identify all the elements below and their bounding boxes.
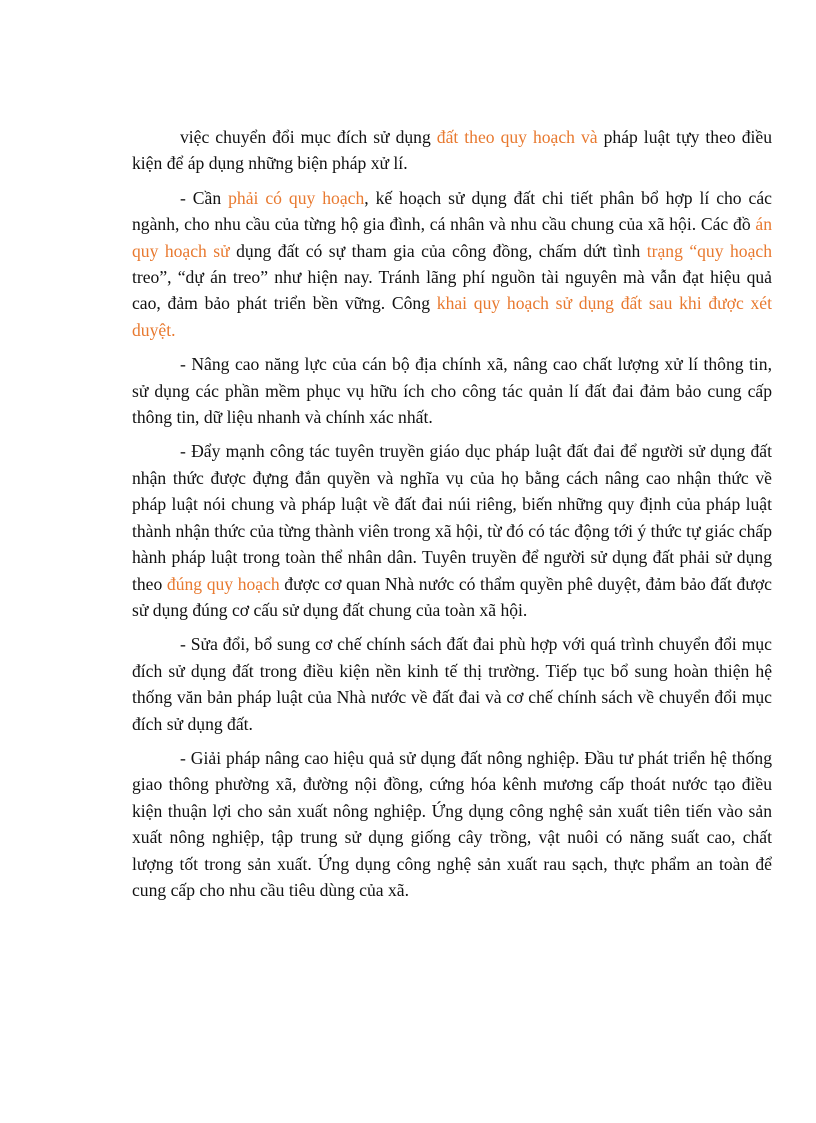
text-run: - Đẩy mạnh công tác tuyên truyền giáo dục pháp luật đất đai để người sử dụng đất nhận thức được đựng đắn quyền và nghĩa vụ của họ bằng cách nâng cao nhận thức về pháp luật nói chung và pháp luật về đất đai núi riêng, biến những quy định của pháp luật thành nhận thức của từng thành viên trong xã hội, từ đó có tác động tới ý thức tự giác chấp hành pháp luật trong toàn thể nhân dân. Tuyên truyền để người sử dụng đất phải sử dụng theo [132,441,772,594]
text-run: treo”, “dự án treo” như hiện nay. Tránh lãng phí nguồn tài nguyên mà vẫn đạt hiệu quả cao, đảm bảo phát triển bền vững. Công [132,267,772,314]
text-run: - Sửa đổi, bổ sung cơ chế chính sách đất đai phù hợp với quá trình chuyển đổi mục đích sử dụng đất trong điều kiện nền kinh tế thị trường. Tiếp tục bổ sung hoàn thiện hệ thống văn bản pháp luật của Nhà nước về đất đai và cơ chế chính sách về chuyển đổi mục đích sử dụng đất. [132,634,772,734]
paragraph-land-use-change [132,124,772,177]
text-run: việc chuyển đổi mục đích sử dụng [180,127,437,147]
text-run: dụng đất có sự tham gia của công đồng, chấm dứt tình [229,240,647,261]
paragraph-legal-education [132,438,772,623]
text-run: - Giải pháp nâng cao hiệu quả sử dụng đất nông nghiệp. Đầu tư phát triển hệ thống giao thông phường xã, đường nội đồng, cứng hóa kênh mương cấp thoát nước tạo điều kiện thuận lợi cho sản xuất nông nghiệp. Ứng dụng công nghệ sản xuất tiên tiến vào sản xuất nông nghiệp, tập trung sử dụng giống cây trồng, vật nuôi có năng suất cao, chất lượng tốt trong sản xuất. Ứng dụng công nghệ sản xuất rau sạch, thực phẩm an toàn để cung cấp cho nhu cầu tiêu dùng của xã. [132,747,772,900]
highlighted-text-run: án quy hoạch sử [132,214,772,261]
paragraph-planning [132,185,772,343]
highlighted-text-run: trạng “quy hoạch [646,240,772,261]
text-run: - Cần [180,187,229,208]
highlighted-text-run: phải có quy hoạch [228,187,365,208]
highlighted-text-run: đúng quy hoạch [166,573,280,594]
text-run: - Nâng cao năng lực của cán bộ địa chính xã, nâng cao chất lượng xử lí thông tin, sử dụng các phần mềm phục vụ hữu ích cho công tác quản lí đất đai đảm bảo cung cấp thông tin, dữ liệu nhanh và chính xác nhất. [132,354,772,428]
text-run: pháp luật tựy theo điều kiện để áp dụng những biện pháp xử lí. [132,127,772,174]
text-run: , kế hoạch sử dụng đất chi tiết phân bổ hợp lí cho các ngành, cho nhu cầu của từng hộ gia đình, cá nhân và nhu cầu chung của xã hội. Các đồ [132,187,772,235]
highlighted-text-run: đất theo quy hoạch và [436,127,598,147]
paragraph-policy-amendment [132,631,772,737]
document-page [132,124,772,911]
highlighted-text-run: khai quy hoạch sử dụng đất sau khi được xét duyệt. [132,293,772,340]
paragraph-staff-capacity [132,351,772,430]
text-run: được cơ quan Nhà nước có thẩm quyền phê duyệt, đảm bảo đất được sử dụng đúng cơ cấu sử dụng đất chung của toàn xã hội. [132,573,772,620]
paragraph-agricultural-land [132,745,772,903]
